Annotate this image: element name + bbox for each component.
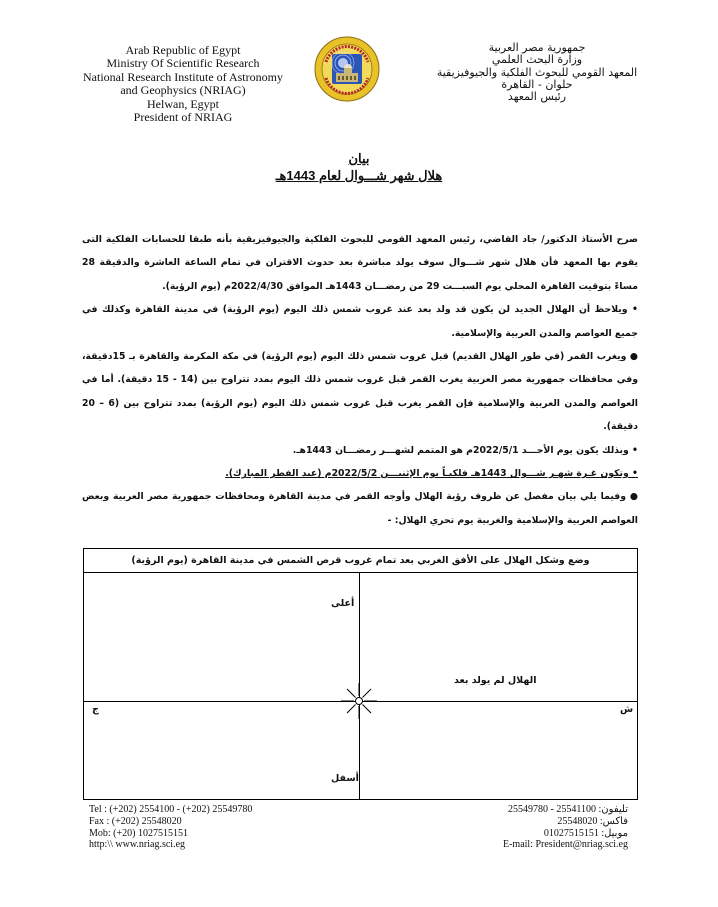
nriag-seal-logo: [314, 36, 380, 102]
en-line-4: and Geophysics (NRIAG): [120, 83, 246, 98]
paragraph-details: ● وفيما يلي بيان مفصل عن ظروف رؤية الهلال وأوجه القمر في مدينة القاهرة ومحافظات جمهورية مصر العربية وبعض العواصم العربية والإسلامية والغربية يوم تحري الهلال: -: [82, 491, 638, 526]
footer-tel: Tel : (+202) 2554100 - (+202) 25549780: [89, 804, 253, 815]
footer-contact-arabic: [420, 804, 628, 851]
en-line-1: Arab Republic of Egypt: [125, 43, 241, 57]
footer-mobile: Mob: (+20) 1027515151: [89, 827, 188, 839]
ar-line-5: رئيس المعهد: [507, 90, 567, 104]
label-down: أسفل: [331, 773, 359, 784]
label-up: أعلى: [331, 598, 355, 609]
paragraph-moonset: ● ويغرب القمر (في طور الهلال القديم) قبل غروب شمس ذلك اليوم (يوم الرؤية) في مكة المكرمة والقاهرة بـ 15دقيقة، وفي محافظات جمهورية مصر العربية يغرب القمر قبل غروب شمس ذلك اليوم بمدد تتراوح بين (14 - 15 دقيقة). أما في العواصم والمدن العربية والإسلامية فإن القمر يغرب قبل غروب شمس ذلك اليوم (يوم الرؤية) بمدد تتراوح بين (6 – 20 دقيقة).: [82, 351, 638, 433]
label-south: ج: [92, 704, 99, 715]
ar-line-3: المعهد القومي للبحوث الفلكية والجيوفيزيقية: [436, 65, 638, 79]
footer-fax: Fax : (+202) 25548020: [89, 815, 182, 827]
footer-ar-mobile: موبيل: 01027515151: [543, 827, 628, 839]
document-title: [0, 151, 718, 184]
paragraph-ramadan-end: • وبذلك يكون يوم الأحـــد 2022/5/1م هو المتمم لشهـــر رمضـــان 1443هـ.: [292, 444, 638, 456]
en-line-5: Helwan, Egypt: [147, 96, 219, 111]
ar-line-4: حلوان - القاهرة: [501, 77, 573, 91]
footer-contact-english: [89, 804, 389, 851]
english-letterhead: [58, 44, 308, 124]
title-statement: بيان: [348, 151, 370, 166]
label-crescent-not-born: الهلال لم يولد بعد: [454, 675, 537, 686]
en-line-2: Ministry Of Scientific Research: [106, 56, 260, 71]
en-line-3: National Research Institute of Astronomy: [83, 69, 283, 84]
en-line-6: President of NRIAG: [133, 110, 233, 125]
diagram-title: وضع وشكل الهلال على الأفق الغربي بعد تمام غروب قرص الشمس في مدينة القاهرة (يوم الرؤية): [84, 549, 637, 573]
label-north: ش: [620, 704, 634, 715]
ar-line-2: وزارة البحث العلمي: [491, 53, 583, 67]
title-subject: هلال شهر شـــوال لعام 1443هـ: [275, 168, 443, 183]
footer-ar-tel: تليفون: 25541100 - 25549780: [508, 804, 628, 815]
arabic-letterhead: [432, 42, 642, 103]
crescent-position-diagram: [83, 548, 638, 800]
paragraph-not-born: • ويلاحظ أن الهلال الجديد لن يكون قد ولد بعد عند غروب شمس ذلك اليوم (يوم الرؤية) في مدينة القاهرة وكذلك في جميع العواصم والمدن العربية والإسلامية.: [82, 304, 638, 339]
footer-email[interactable]: E-mail: President@nriag.sci.eg: [502, 839, 628, 851]
paragraph-shawwal-start: • وتكون غـرة شهـر شـــوال 1443هـ فلكيـاً يوم الإثنيـــن 2022/5/2م (عيد الفطر المبارك).: [225, 468, 638, 480]
sun-position-icon: [339, 681, 379, 721]
paragraph-intro: صرح الأستاذ الدكتور/ جاد القاضي، رئيس المعهد القومي للبحوث الفلكية والجيوفيزيقية بأنه طبقا للحسابات الفلكية التى يقوم بها المعهد فأن هلال شهر شـــوال سوف يولد مباشرة بعد حدوث الاقتران في تمام الساعة العاشرة والدقيقة 28 مساءً بتوقيت القاهرة المحلي يوم السبـــت 29 من رمضـــان 1443هـ الموافق 2022/4/30م (يوم الرؤية).: [82, 234, 638, 292]
statement-body: [82, 228, 638, 532]
ar-line-1: جمهورية مصر العربية: [488, 41, 586, 54]
footer-ar-fax: فاكس: 25548020: [557, 815, 628, 827]
footer-website[interactable]: http:\\ www.nriag.sci.eg: [89, 839, 186, 851]
